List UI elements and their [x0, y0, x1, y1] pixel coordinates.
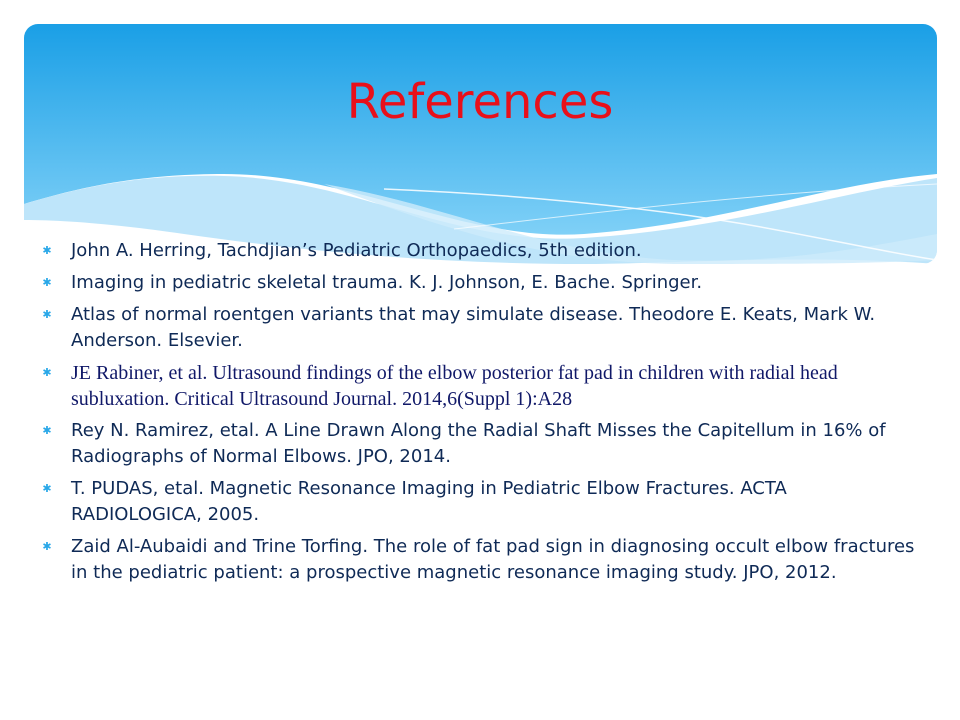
reference-item [40, 238, 920, 264]
asterisk-icon: ✱ [42, 244, 52, 257]
reference-text: Imaging in pediatric skeletal trauma. K. J. Johnson, E. Bache. Springer. [71, 272, 703, 293]
reference-text: John A. Herring, Tachdjian’s Pediatric Orthopaedics, 5th edition. [71, 240, 642, 261]
reference-text: Atlas of normal roentgen variants that may simulate disease. Theodore E. Keats, Mark W. Anderson. Elsevier. [71, 304, 876, 351]
asterisk-icon: ✱ [42, 366, 52, 379]
reference-item [40, 476, 920, 528]
reference-text: Zaid Al-Aubaidi and Trine Torfing. The role of fat pad sign in diagnosing occult elbow fractures in the pediatric patient: a prospective magnetic resonance imaging study. JPO, 2012. [71, 536, 915, 583]
asterisk-icon: ✱ [42, 482, 52, 495]
reference-item [40, 270, 920, 296]
slide-title: References [346, 74, 614, 130]
reference-text: T. PUDAS, etal. Magnetic Resonance Imaging in Pediatric Elbow Fractures. ACTA RADIOLOGICA, 2005. [71, 478, 787, 525]
asterisk-icon: ✱ [42, 540, 52, 553]
reference-text: JE Rabiner, et al. Ultrasound findings of the elbow posterior fat pad in children with radial head subluxation. Critical Ultrasound Journal. 2014,6(Suppl 1):A28 [71, 362, 838, 410]
asterisk-icon: ✱ [42, 276, 52, 289]
reference-text: Rey N. Ramirez, etal. A Line Drawn Along the Radial Shaft Misses the Capitellum in 16% of Radiographs of Normal Elbows. JPO, 2014. [71, 420, 886, 467]
asterisk-icon: ✱ [42, 424, 52, 437]
references-list [40, 238, 920, 592]
asterisk-icon: ✱ [42, 308, 52, 321]
reference-item [40, 418, 920, 470]
reference-item [40, 302, 920, 354]
reference-item [40, 534, 920, 586]
header-wave-band [24, 24, 937, 264]
header-wave-graphic [24, 24, 937, 264]
reference-item [40, 360, 920, 412]
